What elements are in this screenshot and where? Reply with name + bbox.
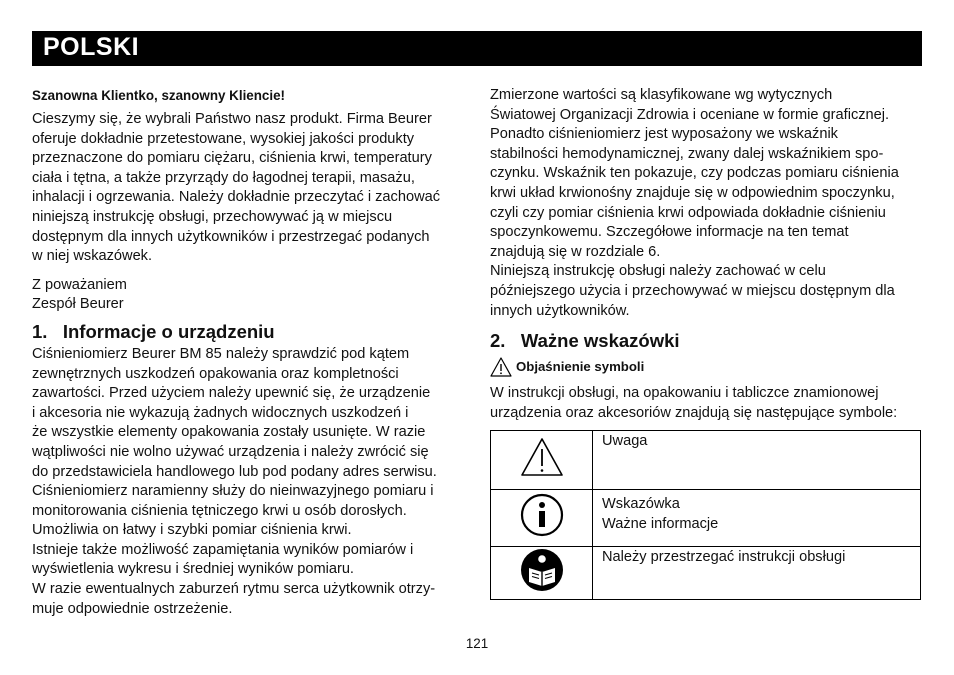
symbols-intro [490, 384, 924, 423]
text-line: spoczynkowemu. Szczegółowe informacje na ten temat [490, 224, 849, 241]
text-line: wyświetlenia wykresu i średniej wyników pomiaru. [32, 561, 354, 578]
symbols-heading [490, 357, 924, 377]
text-line: stabilności hemodynamicznej, zwany dalej wskaźnikiem spo- [490, 145, 884, 162]
text-line: zewnętrznych uszkodzeń opakowania oraz kompletności [32, 365, 399, 382]
section-1-body [32, 345, 464, 619]
text-line: muje odpowiednie ostrzeżenie. [32, 600, 233, 617]
text-line: późniejszego użycia i przechowywać w miejscu dostępnym dla [490, 282, 895, 299]
read-manual-icon [520, 548, 564, 592]
symbol-description [593, 431, 921, 490]
symbol-cell [491, 431, 593, 490]
text-line: do przedstawiciela handlowego lub pod podany adres serwisu. [32, 463, 437, 480]
text-line: Umożliwia on łatwy i szybki pomiar ciśnienia krwi. [32, 522, 352, 539]
text-line: ciała i tętna, a także przyrządy do łagodnej terapii, masażu, [32, 169, 415, 186]
symbols-table [490, 430, 921, 600]
text-line: krwi układ krwionośny znajduje się w odpowiednim spoczynku, [490, 184, 895, 201]
text-line: Niniejszą instrukcję obsługi należy zachować w celu [490, 263, 826, 280]
table-row [491, 431, 921, 490]
section-2-heading: 2. Ważne wskazówki [490, 330, 680, 352]
symbol-description [593, 490, 921, 547]
left-column [32, 86, 464, 619]
section-1-heading: 1. Informacje o urządzeniu [32, 320, 275, 342]
symbol-description [593, 547, 921, 600]
text-line: W razie ewentualnych zaburzeń rytmu serca użytkownik otrzy- [32, 581, 436, 598]
table-row [491, 490, 921, 547]
page-title: POLSKI [43, 33, 140, 61]
text-line: znajdują się w rozdziale 6. [490, 243, 661, 260]
text-line: czynku. Wskaźnik ten pokazuje, czy podczas pomiaru ciśnienia [490, 165, 899, 182]
text-line: czyli czy pomiar ciśnienia krwi odpowiada dokładnie ciśnieniu [490, 204, 886, 221]
symbol-cell [491, 490, 593, 547]
text-line: wątpliwości nie wolno używać urządzenia i należy zwrócić się [32, 443, 429, 460]
right-column [490, 86, 924, 600]
text-line: Ponadto ciśnieniomierz jest wyposażony we wskaźnik [490, 126, 838, 143]
symbol-cell [491, 547, 593, 600]
text-line: oferuje dokładnie przetestowane, wysokiej jakości produkty [32, 130, 415, 147]
text-line: innych użytkowników. [490, 302, 630, 319]
language-banner [32, 31, 922, 66]
text-line: Wskazówka [602, 496, 680, 513]
text-line: Zmierzone wartości są klasyfikowane wg wytycznych [490, 87, 833, 103]
table-row [491, 547, 921, 600]
closing [32, 276, 464, 315]
text-line: zawartości. Przed użyciem należy upewnić się, że urządzenie [32, 385, 431, 402]
text-line: Światowej Organizacji Zdrowia i oceniane w formie graficznej. [490, 106, 890, 123]
text-line: Ciśnieniomierz naramienny służy do nieinwazyjnego pomiaru i [32, 483, 434, 500]
text-line: dostępnym dla innych użytkowników i przestrzegać podanych [32, 228, 430, 245]
text-line: Ciśnieniomierz Beurer BM 85 należy sprawdzić pod kątem [32, 345, 410, 362]
text-line: Zespół Beurer [32, 296, 124, 313]
text-line: monitorowania ciśnienia tętniczego krwi u osób dorosłych. [32, 502, 407, 519]
text-line: Ważne informacje [602, 515, 719, 532]
text-line: inhalacji i ogrzewania. Należy dokładnie przeczytać i zachować [32, 189, 441, 206]
text-line: Należy przestrzegać instrukcji obsługi [602, 549, 846, 566]
text-line: Z poważaniem [32, 276, 127, 293]
symbols-heading-label: Objaśnienie symboli [516, 359, 645, 375]
text-line: urządzenia oraz akcesoriów znajdują się następujące symbole: [490, 404, 898, 421]
page-number: 121 [465, 636, 489, 651]
text-line: W instrukcji obsługi, na opakowaniu i tabliczce znamionowej [490, 385, 879, 402]
classification-paragraph [490, 86, 924, 321]
info-icon [520, 493, 564, 537]
greeting: Szanowna Klientko, szanowny Kliencie! [32, 88, 285, 103]
text-line: niniejszą instrukcję obsługi, przechowywać ją w miejscu [32, 208, 393, 225]
text-line: że wszystkie elementy opakowania zostały usunięte. W razie [32, 424, 426, 441]
warning-triangle-icon [490, 357, 512, 377]
text-line: i akcesoria nie wykazują żadnych widocznych uszkodzeń i [32, 404, 409, 421]
intro-paragraph [32, 110, 464, 267]
text-line: Cieszymy się, że wybrali Państwo nasz produkt. Firma Beurer [32, 111, 432, 127]
text-line: w niej wskazówek. [32, 248, 153, 265]
text-line: przeznaczone do pomiaru ciężaru, ciśnienia krwi, temperatury [32, 150, 432, 167]
warning-triangle-icon [520, 437, 564, 477]
text-line: Uwaga [602, 433, 648, 450]
text-line: Istnieje także możliwość zapamiętania wyników pomiarów i [32, 541, 414, 558]
